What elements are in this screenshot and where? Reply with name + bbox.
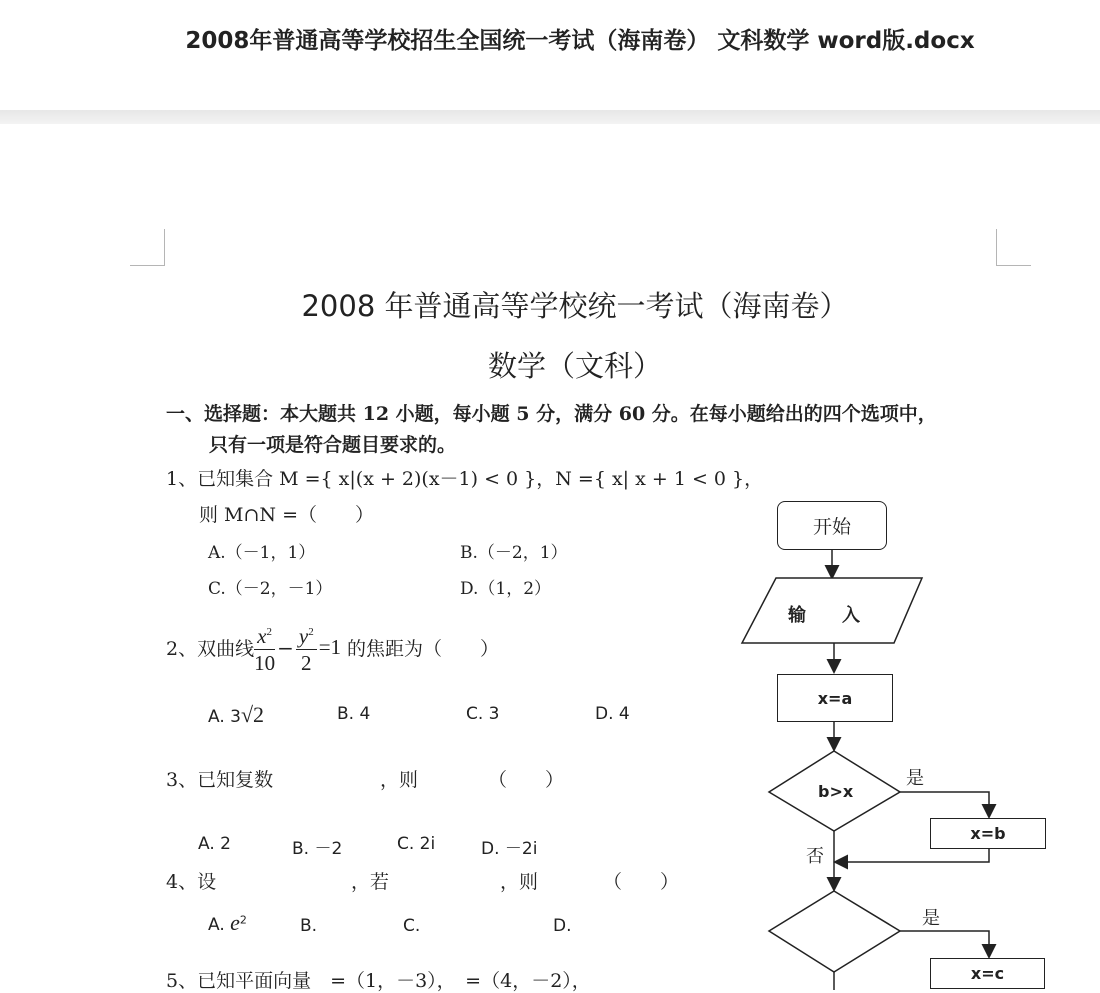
flow-cond-label: b>x: [818, 782, 854, 801]
q2-option-a-label: A. 3: [208, 707, 241, 727]
q2-frac1-den: 10: [254, 651, 276, 675]
q1-line1: 1、已知集合 M ={ x|(x + 2)(x－1) < 0 }，N ={ x| x + 1 < 0 }，: [166, 468, 764, 490]
q3-option-c: C. 2i: [397, 834, 436, 854]
q2-minus: −: [277, 635, 294, 660]
q4-option-a-math: e: [230, 910, 240, 935]
q5-text: 5、已知平面向量 =（1，－3）， =（4，－2），: [166, 970, 591, 992]
q2-option-c: C. 3: [466, 704, 500, 724]
q3-mid: ，则: [380, 769, 419, 791]
section-heading: 一、选择题：本大题共 12 小题，每小题 5 分，满分 60 分。在每小题给出的四个选项中，: [166, 403, 937, 425]
q3-option-a: A. 2: [198, 834, 231, 854]
q1-option-b: B.（－2，1）: [460, 543, 568, 563]
toolbar-divider: [0, 110, 1100, 124]
q1-option-d: D.（1，2）: [460, 579, 552, 599]
q2-prefix: 2、双曲线: [166, 638, 255, 660]
q2-fraction-x: [254, 619, 275, 676]
q4-paren: （ ）: [603, 871, 680, 893]
q4-option-a-label: A.: [208, 915, 225, 935]
doc-title: 2008 年普通高等学校统一考试（海南卷）: [301, 289, 849, 323]
q2-frac1-num: x: [257, 624, 267, 648]
q4-option-b: B.: [300, 916, 318, 936]
q2-frac2-num: y: [298, 624, 309, 648]
flow-start-box: 开始: [777, 501, 887, 550]
q2-option-d: D. 4: [595, 704, 630, 724]
flow-assign-b: x=b: [930, 818, 1046, 849]
q2-frac2-den: 2: [301, 651, 312, 675]
flowchart-connectors: [730, 490, 1070, 990]
q3-paren: （ ）: [488, 769, 565, 791]
q2-suffix: 的焦距为（ ）: [347, 638, 500, 660]
section-heading-cont: 只有一项是符合题目要求的。: [209, 434, 457, 456]
flow-yes-label-2: 是: [922, 908, 940, 929]
q4-mid1: ，若: [351, 871, 390, 893]
arrow-yes-1: [900, 792, 989, 816]
arrow-yes-2: [900, 931, 989, 956]
flow-yes-label-1: 是: [906, 768, 924, 789]
flow-no-label-1: 否: [806, 846, 824, 867]
flow-assign-c: x=c: [930, 958, 1045, 989]
crop-mark-top-right: [996, 229, 1031, 266]
flow-input-label: 输 入: [788, 605, 860, 626]
arrow-merge-1: [836, 848, 989, 862]
q1-line2: 则 M∩N =（ ）: [199, 504, 374, 526]
q1-option-c: C.（－2，－1）: [208, 579, 333, 599]
q4-mid2: ，则: [500, 871, 539, 893]
document-filename: 2008年普通高等学校招生全国统一考试（海南卷） 文科数学 word版.docx: [185, 28, 975, 54]
q4-option-c: C.: [403, 916, 421, 936]
q4-option-d: D.: [553, 916, 572, 936]
condition-diamond-2: [769, 891, 900, 972]
q3-option-d: D. －2i: [481, 839, 538, 859]
q3-text: 3、已知复数: [166, 769, 274, 791]
title-bar: [0, 0, 1100, 110]
q4-text: 4、设: [166, 871, 217, 893]
q2-line: [166, 619, 499, 676]
q2-equals: =1: [318, 635, 342, 659]
q2-option-a-sqrt: √2: [240, 702, 265, 727]
doc-subtitle: 数学（文科）: [487, 349, 662, 383]
crop-mark-top-left: [130, 229, 165, 266]
flow-assign-a: x=a: [777, 674, 893, 722]
q3-option-b: B. －2: [292, 839, 343, 859]
flowchart: [730, 490, 1070, 990]
q4-option-a: [208, 910, 247, 936]
q2-fraction-y: [296, 619, 317, 676]
q2-option-b: B. 4: [337, 704, 371, 724]
q4-option-a-exp: 2: [239, 913, 247, 927]
q2-option-a: [208, 702, 264, 728]
q1-option-a: A.（－1，1）: [208, 543, 316, 563]
q2-frac1-exp: 2: [266, 626, 272, 638]
q2-frac2-exp: 2: [308, 626, 314, 638]
